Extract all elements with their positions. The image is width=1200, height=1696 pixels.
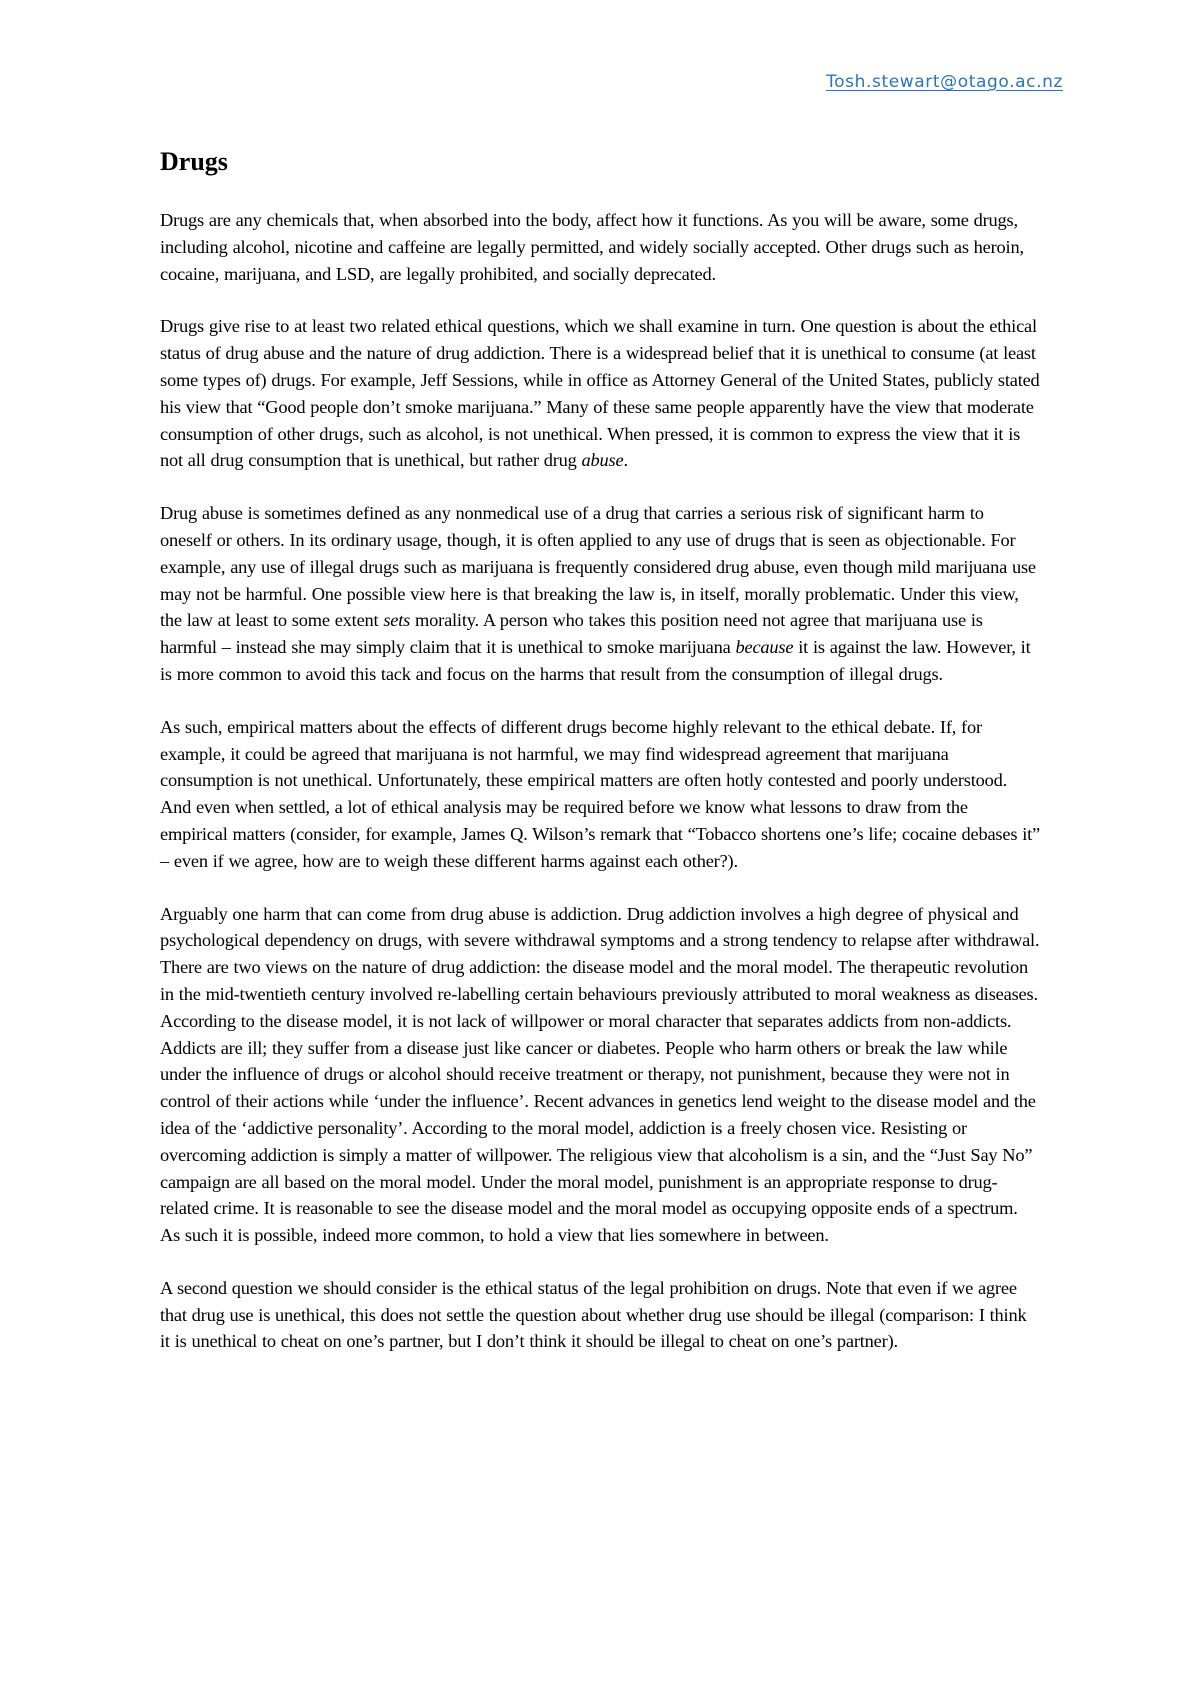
paragraph-1: Drugs are any chemicals that, when absorbed into the body, affect how it functions. As you will be aware, some drugs, including alcohol, nicotine and caffeine are legally permitted, and widely socially accepted. Other drugs such as heroin, cocaine, marijuana, and LSD, are legally prohibited, and socially deprecated. — [160, 210, 1024, 284]
document-title: Drugs — [160, 147, 228, 176]
paragraph-4: As such, empirical matters about the effects of different drugs become highly relevant to the ethical debate. If, for example, it could be agreed that marijuana is not harmful, we may find widespread agreement that marijuana consumption is not unethical. Unfortunately, these empirical matters are often hotly contested and poorly understood. And even when settled, a lot of ethical analysis may be required before we know what lessons to draw from the empirical matters (consider, for example, James Q. Wilson’s remark that “Tobacco shortens one’s life; cocaine debases it” – even if we agree, how are to weigh these different harms against each other?). — [160, 716, 1040, 871]
paragraph-3-text-c: it is against the law. However, it is more common to avoid this tack and focus on the harms that result from the consumption of illegal drugs. — [160, 637, 1031, 684]
paragraph-5: Arguably one harm that can come from drug abuse is addiction. Drug addiction involves a high degree of physical and psychological dependency on drugs, with severe withdrawal symptoms and a strong tendency to relapse after withdrawal. There are two views on the nature of drug addiction: the disease model and the moral model. The therapeutic revolution in the mid-twentieth century involved re-labelling certain behaviours previously attributed to moral weakness as diseases. According to the disease model, it is not lack of willpower or moral character that separates addicts from non-addicts. Addicts are ill; they suffer from a disease just like cancer or diabetes. People who harm others or break the law while under the influence of drugs or alcohol should receive treatment or therapy, not punishment, because they were not in control of their actions while ‘under the influence’. Recent advances in genetics lend weight to the disease model and the idea of the ‘addictive personality’. According to the moral model, addiction is a freely chosen vice. Resisting or overcoming addiction is simply a matter of willpower. The religious view that alcoholism is a sin, and the “Just Say No” campaign are all based on the moral model. Under the moral model, punishment is an appropriate response to drug-related crime. It is reasonable to see the disease model and the moral model as occupying opposite ends of a spectrum. As such it is possible, indeed more common, to hold a view that lies somewhere in between. — [160, 903, 1040, 1246]
paragraph-3-emphasis-because: because — [735, 637, 794, 658]
paragraph-3-emphasis-sets: sets — [383, 610, 411, 631]
paragraph-6: A second question we should consider is the ethical status of the legal prohibition on drugs. Note that even if we agree that drug use is unethical, this does not settle the question about whether drug use should be illegal (comparison: I think it is unethical to cheat on one’s partner, but I don’t think it should be illegal to cheat on one’s partner). — [160, 1277, 1027, 1352]
paragraph-2-end: . — [623, 450, 628, 471]
paragraph-2-emphasis: abuse — [581, 450, 624, 471]
paragraph-3 — [160, 500, 1040, 688]
paragraph-3-text-a: Drug abuse is sometimes defined as any nonmedical use of a drug that carries a serious risk of significant harm to oneself or others. In its ordinary usage, though, it is often applied to any use of drugs that is seen as objectionable. For example, any use of illegal drugs such as marijuana is frequently considered drug abuse, even though mild marijuana use may not be harmful. One possible view here is that breaking the law is, in itself, morally problematic. Under this view, the law at least to some extent — [160, 503, 1036, 631]
paragraph-2 — [160, 313, 1040, 474]
paragraph-3-text-b: morality. A person who takes this position need not agree that marijuana use is harmful – instead she may simply claim that it is unethical to smoke marijuana — [160, 610, 983, 658]
paragraph-2-text: Drugs give rise to at least two related ethical questions, which we shall examine in turn. One question is about the ethical status of drug abuse and the nature of drug addiction. There is a widespread belief that it is unethical to consume (at least some types of) drugs. For example, Jeff Sessions, while in office as Attorney General of the United States, publicly stated his view that “Good people don’t smoke marijuana.” Many of these same people apparently have the view that moderate consumption of other drugs, such as alcohol, is not unethical. When pressed, it is common to express the view that it is not all drug consumption that is unethical, but rather drug — [160, 316, 1040, 471]
document-body — [160, 145, 1040, 1381]
author-email-link[interactable]: Tosh.stewart@otago.ac.nz — [826, 72, 1063, 92]
